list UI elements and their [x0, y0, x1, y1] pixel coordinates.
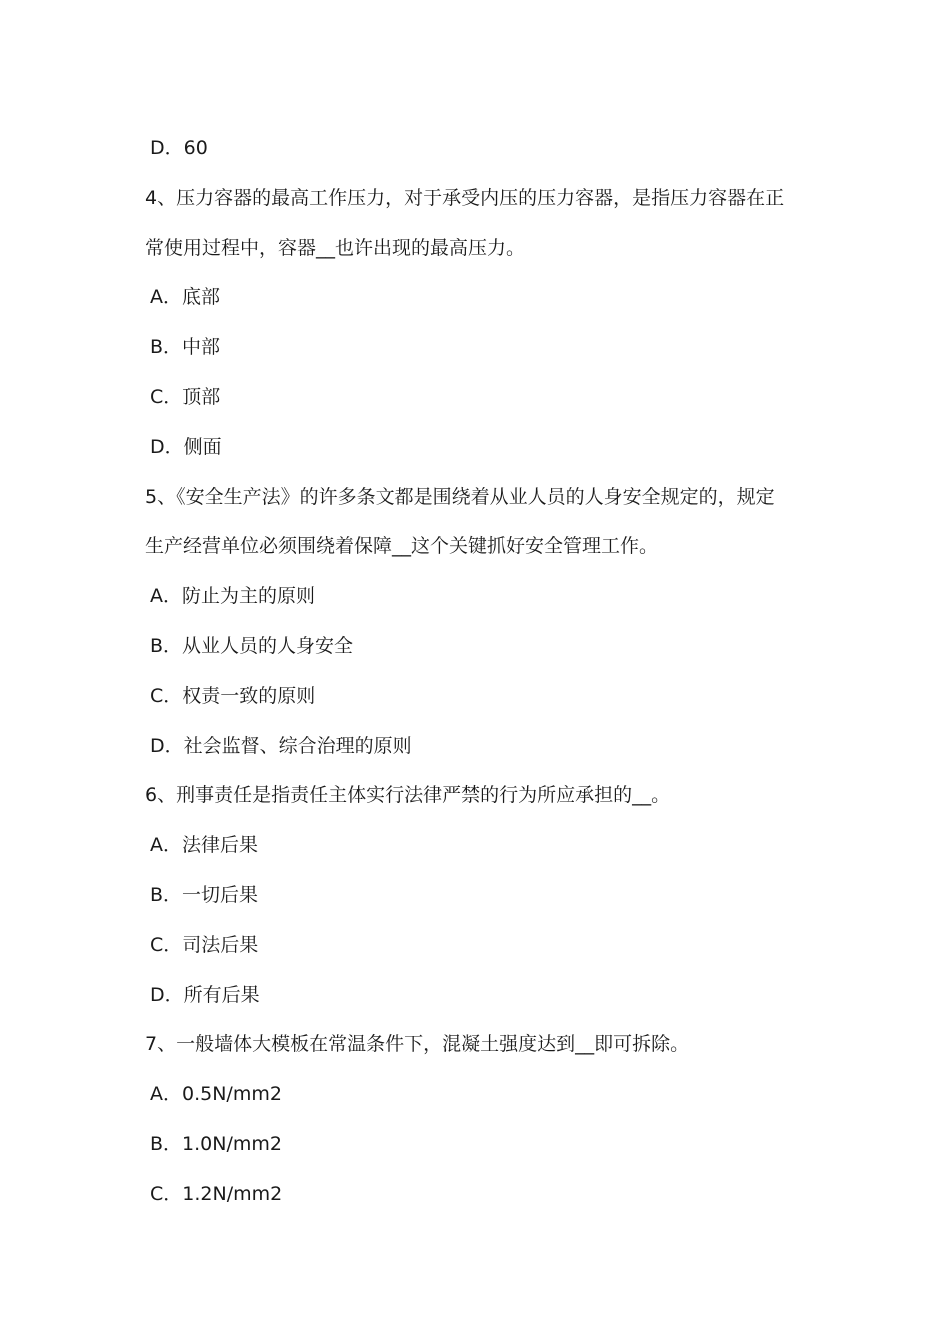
option-line: D．侧面 — [150, 435, 222, 458]
option-line: A．法律后果 — [150, 834, 258, 857]
question-line: 7、一般墙体大模板在常温条件下，混凝土强度达到__即可拆除。 — [145, 1033, 690, 1056]
question-line: 生产经营单位必须围绕着保障__这个关键抓好安全管理工作。 — [145, 535, 659, 558]
option-line: A．防止为主的原则 — [150, 585, 315, 608]
option-line: A．0.5N/mm2 — [150, 1083, 282, 1106]
option-line: B．一切后果 — [150, 883, 259, 906]
option-line: C．1.2N/mm2 — [150, 1182, 283, 1205]
question-line: 6、刑事责任是指责任主体实行法律严禁的行为所应承担的__。 — [145, 784, 671, 807]
option-line: D．60 — [150, 137, 208, 159]
question-line: 常使用过程中，容器__也许出现的最高压力。 — [145, 236, 526, 259]
option-line: C．司法后果 — [150, 933, 259, 956]
option-line: A．底部 — [150, 286, 220, 309]
option-line: C．顶部 — [150, 385, 221, 408]
option-line: B．1.0N/mm2 — [150, 1132, 282, 1155]
option-line: D．社会监督、综合治理的原则 — [150, 734, 412, 757]
option-line: C．权责一致的原则 — [150, 684, 316, 707]
question-line: 5、《安全生产法》的许多条文都是围绕着从业人员的人身安全规定的，规定 — [145, 485, 775, 508]
option-line: D．所有后果 — [150, 983, 260, 1006]
question-line: 4、压力容器的最高工作压力，对于承受内压的压力容器，是指压力容器在正 — [145, 186, 785, 209]
option-line: B．中部 — [150, 336, 221, 359]
document-page — [0, 124, 950, 1220]
option-line: B．从业人员的人身安全 — [150, 634, 354, 657]
